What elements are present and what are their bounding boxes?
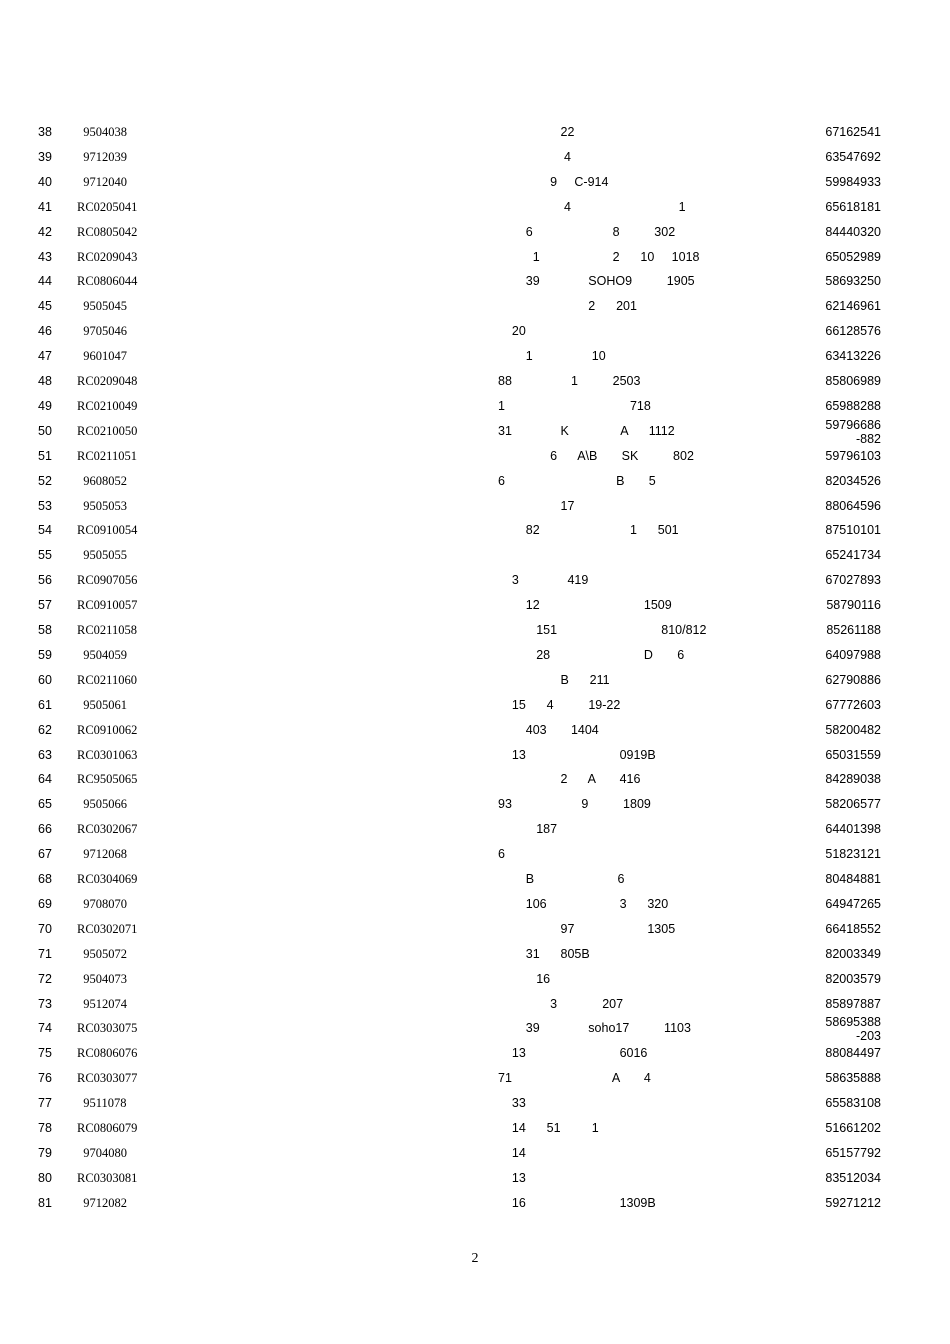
registration-code: 9505072 <box>77 946 127 961</box>
row-number: 57 <box>38 598 52 613</box>
registration-code: RC0205041 <box>77 199 138 214</box>
table-row <box>0 972 950 996</box>
table-row <box>0 299 950 323</box>
address: B 6 <box>498 872 625 886</box>
registration-code: RC0910062 <box>77 722 138 737</box>
row-number: 42 <box>38 224 52 239</box>
row-number: 55 <box>38 548 52 563</box>
row-number: 64 <box>38 772 52 787</box>
registration-code: 9705046 <box>77 324 127 339</box>
address: 2 A 416 <box>498 772 641 787</box>
row-number: 39 <box>38 149 52 164</box>
registration-code: RC0805042 <box>77 224 138 239</box>
row-number: 72 <box>38 971 52 986</box>
phone-number: 63547692 <box>825 149 881 164</box>
address: 403 1404 <box>498 722 599 737</box>
address: 14 <box>498 1145 526 1160</box>
phone-number: 51823121 <box>825 847 881 862</box>
table-row <box>0 1146 950 1170</box>
phone-number: 51661202 <box>825 1121 881 1135</box>
registration-code: 9504073 <box>77 971 127 986</box>
row-number: 49 <box>38 398 52 413</box>
table-row <box>0 175 950 199</box>
address: 97 1305 <box>498 921 676 936</box>
address: 15 4 19-22 <box>498 697 621 712</box>
registration-code: RC0806044 <box>77 274 138 289</box>
phone-number: 58790116 <box>826 598 881 613</box>
registration-code: RC0209043 <box>77 249 138 264</box>
phone-number: 82034526 <box>825 473 881 488</box>
table-row <box>0 847 950 871</box>
registration-code: RC0806076 <box>77 1046 138 1061</box>
address: 93 9 1809 <box>498 797 651 812</box>
registration-code: RC0211060 <box>77 672 137 687</box>
registration-code: 9504038 <box>77 125 127 139</box>
address: 17 <box>498 498 575 513</box>
address: 3 207 <box>498 996 624 1011</box>
phone-number: 64401398 <box>825 822 881 837</box>
table-row <box>0 698 950 722</box>
address: 13 <box>498 1170 526 1185</box>
registration-code: RC0301063 <box>77 747 138 762</box>
table-row <box>0 1046 950 1070</box>
phone-number: 64947265 <box>825 896 881 911</box>
table-row <box>0 1171 950 1195</box>
registration-code: RC0210049 <box>77 398 138 413</box>
registration-code: RC0910054 <box>77 523 138 538</box>
row-number: 73 <box>38 996 52 1011</box>
table-row <box>0 1096 950 1120</box>
row-number: 45 <box>38 299 52 314</box>
row-number: 40 <box>38 174 52 189</box>
address: 33 <box>498 1096 526 1111</box>
address: 2 201 <box>498 299 637 314</box>
phone-number: 66418552 <box>825 921 881 936</box>
phone-number: 59984933 <box>825 174 881 189</box>
phone-number: 58695388 -203 <box>825 1015 881 1044</box>
address: 6 <box>498 847 505 862</box>
address: 12 1509 <box>498 598 672 613</box>
table-row <box>0 1196 950 1220</box>
table-row <box>0 200 950 224</box>
address: 106 3 320 <box>498 896 669 911</box>
phone-number: 59796103 <box>825 448 881 463</box>
address: 13 6016 <box>498 1046 648 1061</box>
page-number: 2 <box>471 1251 479 1266</box>
row-number: 50 <box>38 423 52 438</box>
address: 16 1309B <box>498 1195 656 1210</box>
registration-code: 9505061 <box>77 697 127 712</box>
phone-number: 82003349 <box>825 946 881 961</box>
phone-number: 65618181 <box>825 199 881 214</box>
row-number: 66 <box>38 822 52 837</box>
phone-number: 65031559 <box>825 747 881 762</box>
registration-code: RC0910057 <box>77 598 138 613</box>
row-number: 63 <box>38 747 52 762</box>
registration-code: RC0907056 <box>77 573 138 588</box>
row-number: 62 <box>38 722 52 737</box>
registration-code: 9504059 <box>77 647 127 662</box>
registration-code: RC0210050 <box>77 423 138 438</box>
phone-number: 65988288 <box>825 398 881 413</box>
address: 39 SOHO9 1905 <box>498 274 695 289</box>
phone-number: 58635888 <box>825 1071 881 1086</box>
registration-code: RC0303077 <box>77 1071 138 1086</box>
phone-number: 88084497 <box>825 1046 881 1061</box>
address: 82 1 501 <box>498 523 679 538</box>
phone-number: 65241734 <box>825 548 881 563</box>
table-row <box>0 797 950 821</box>
row-number: 58 <box>38 623 52 637</box>
phone-number: 64097988 <box>825 647 881 662</box>
table-row <box>0 872 950 896</box>
phone-number: 59796686 -882 <box>825 417 881 446</box>
address: 1 10 <box>498 349 606 364</box>
registration-code: 9601047 <box>77 349 127 364</box>
phone-number: 66128576 <box>825 324 881 339</box>
table-row <box>0 374 950 398</box>
phone-number: 84289038 <box>825 772 881 787</box>
address: 6 A\B SK 802 <box>498 448 694 463</box>
registration-code: 9712082 <box>77 1195 127 1210</box>
row-number: 47 <box>38 349 52 364</box>
table-row <box>0 723 950 747</box>
row-number: 43 <box>38 249 52 264</box>
table-row <box>0 1121 950 1145</box>
registration-code: 9505066 <box>77 797 127 812</box>
registration-code: RC9505065 <box>77 772 138 787</box>
address: 6 B 5 <box>498 473 656 488</box>
row-number: 54 <box>38 523 52 538</box>
row-number: 51 <box>38 448 52 463</box>
registration-code: RC0211058 <box>77 623 137 637</box>
table-row <box>0 499 950 523</box>
row-number: 71 <box>38 946 52 961</box>
row-number: 52 <box>38 473 52 488</box>
table-row <box>0 125 950 149</box>
registration-code: RC0302071 <box>77 921 138 936</box>
registration-code: 9512074 <box>77 996 127 1011</box>
row-number: 59 <box>38 647 52 662</box>
table-row <box>0 997 950 1021</box>
registration-code: 9608052 <box>77 473 127 488</box>
address: 31 805B <box>498 946 590 961</box>
phone-number: 65583108 <box>825 1096 881 1111</box>
table-row <box>0 673 950 697</box>
address: 22 <box>498 125 575 139</box>
address: 20 <box>498 324 526 339</box>
phone-number: 65157792 <box>825 1145 881 1160</box>
address: 39 soho17 1103 <box>498 1021 691 1036</box>
registration-code: RC0209048 <box>77 374 138 388</box>
table-row <box>0 822 950 846</box>
phone-number: 65052989 <box>825 249 881 264</box>
table-row <box>0 449 950 473</box>
registration-code: RC0806079 <box>77 1121 138 1135</box>
registration-code: 9505053 <box>77 498 127 513</box>
table-row <box>0 225 950 249</box>
row-number: 80 <box>38 1170 52 1185</box>
table-row <box>0 623 950 647</box>
row-number: 61 <box>38 697 52 712</box>
table-row <box>0 1071 950 1095</box>
table-row <box>0 598 950 622</box>
table-row <box>0 324 950 348</box>
row-number: 68 <box>38 872 52 886</box>
row-number: 76 <box>38 1071 52 1086</box>
phone-number: 63413226 <box>825 349 881 364</box>
table-row <box>0 474 950 498</box>
address: 31 K A 1112 <box>498 423 675 438</box>
phone-number: 87510101 <box>825 523 881 538</box>
row-number: 77 <box>38 1096 52 1111</box>
table-row <box>0 648 950 672</box>
phone-number: 67772603 <box>825 697 881 712</box>
phone-number: 85897887 <box>825 996 881 1011</box>
registration-code: 9708070 <box>77 896 127 911</box>
registration-code: 9712068 <box>77 847 127 862</box>
registration-code: RC0303081 <box>77 1170 138 1185</box>
address: 1 718 <box>498 398 651 413</box>
registration-code: 9505045 <box>77 299 127 314</box>
table-row <box>0 523 950 547</box>
row-number: 53 <box>38 498 52 513</box>
registration-code: 9505055 <box>77 548 127 563</box>
table-row <box>0 573 950 597</box>
row-number: 41 <box>38 199 52 214</box>
address: 6 8 302 <box>498 224 676 239</box>
row-number: 74 <box>38 1021 52 1036</box>
registration-code: 9511078 <box>77 1096 127 1111</box>
phone-number: 83512034 <box>825 1170 881 1185</box>
table-row <box>0 349 950 373</box>
address: 13 0919B <box>498 747 656 762</box>
row-number: 67 <box>38 847 52 862</box>
row-number: 46 <box>38 324 52 339</box>
registration-code: 9704080 <box>77 1145 127 1160</box>
table-row <box>0 417 950 448</box>
row-number: 79 <box>38 1145 52 1160</box>
registration-code: RC0211051 <box>77 448 137 463</box>
address: 71 A 4 <box>498 1071 651 1086</box>
phone-number: 80484881 <box>825 872 881 886</box>
registration-code: RC0302067 <box>77 822 138 837</box>
address: 4 <box>498 149 571 164</box>
address: 16 <box>498 971 551 986</box>
table-row <box>0 922 950 946</box>
phone-number: 84440320 <box>825 224 881 239</box>
row-number: 81 <box>38 1195 52 1210</box>
phone-number: 82003579 <box>825 971 881 986</box>
phone-number: 58206577 <box>825 797 881 812</box>
registration-code: 9712039 <box>77 149 127 164</box>
row-number: 60 <box>38 672 52 687</box>
table-row <box>0 250 950 274</box>
row-number: 75 <box>38 1046 52 1061</box>
phone-number: 67027893 <box>825 573 881 588</box>
row-number: 38 <box>38 125 52 139</box>
table-row <box>0 1015 950 1045</box>
row-number: 65 <box>38 797 52 812</box>
phone-number: 58693250 <box>825 274 881 289</box>
table-row <box>0 947 950 971</box>
row-number: 48 <box>38 374 52 388</box>
address: 14 51 1 <box>498 1121 599 1135</box>
row-number: 70 <box>38 921 52 936</box>
table-row <box>0 772 950 796</box>
phone-number: 85806989 <box>825 374 881 388</box>
registration-code: RC0304069 <box>77 872 138 886</box>
row-number: 69 <box>38 896 52 911</box>
registration-code: RC0303075 <box>77 1021 138 1036</box>
address: 9 C-914 <box>498 174 609 189</box>
registration-code: 9712040 <box>77 174 127 189</box>
row-number: 56 <box>38 573 52 588</box>
address: 1 2 10 1018 <box>498 249 700 264</box>
address: 4 1 <box>498 199 686 214</box>
phone-number: 62790886 <box>825 672 881 687</box>
phone-number: 67162541 <box>825 125 881 139</box>
address: 187 <box>498 822 558 837</box>
address: B 211 <box>498 672 610 687</box>
phone-number: 85261188 <box>826 623 881 637</box>
row-number: 44 <box>38 274 52 289</box>
address: 88 1 2503 <box>498 374 641 388</box>
phone-number: 62146961 <box>825 299 881 314</box>
table-row <box>0 897 950 921</box>
table-row <box>0 274 950 298</box>
address: 151 810/812 <box>498 623 707 637</box>
address: 3 419 <box>498 573 589 588</box>
address: 28 D 6 <box>498 647 685 662</box>
table-row <box>0 150 950 174</box>
row-number: 78 <box>38 1121 52 1135</box>
phone-number: 88064596 <box>825 498 881 513</box>
table-row <box>0 748 950 772</box>
table-row <box>0 548 950 572</box>
phone-number: 59271212 <box>825 1195 881 1210</box>
phone-number: 58200482 <box>825 722 881 737</box>
table-row <box>0 399 950 423</box>
